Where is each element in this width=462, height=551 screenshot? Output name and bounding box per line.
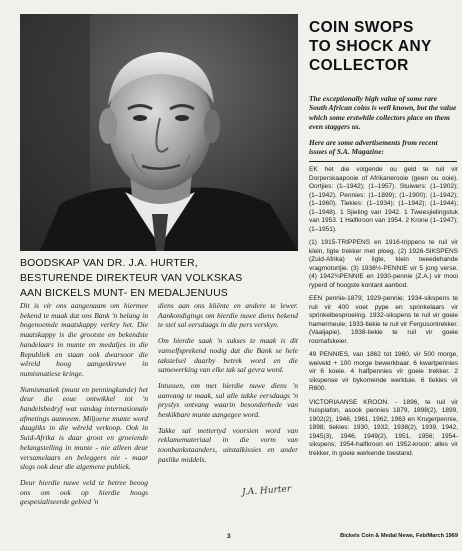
body-paragraph: Takke sal mettertyd voorsien word van reklamemateriaal in die vorm van toonbankstaanders, uitstalkissies en ander paslike middels. — [158, 425, 298, 464]
headline-line-3: COLLECTOR — [309, 57, 409, 74]
advertisement: VICTORIAANSE KROON. - 1896, te ruil vir huisplafon, asook pennies 1879, 1898(2), 1899, 1902(2), 1946, 1961, 1962, 1963 en Krugerpennie, 1898; tiekies: 1930, 1932, 1938(2), 1939, 1942, 1945(3), 1946, 1949(2), 1951, 1956; 1954-sikspens; 1954-halfkroon en 1952-kroon; alles vir trekker, in goeie werkende toestand. — [309, 398, 458, 457]
portrait-photo — [20, 14, 298, 251]
headline-line-2: TO SHOCK ANY — [309, 38, 432, 55]
body-paragraph: Numismatiek (munt en penningkunde) het deur die eeue ontwikkel tot 'n handelsbedryf wat vandag internasionale afmetings aanneem. Miljoene munte word daagliks in die wêreld verkoop. Ook in Suid-Afrika is daar groot en groeiende belangstelling in munte - nie alleen deur versamelaars en beleggers nie - maar slegs ook deur die algemene publiek. — [20, 384, 148, 472]
advertisement: EK het die volgende ou geld te ruil vir Dorperskaapooie of Afrikanerooie (geen ou ooie). Oortjies: (1–1942); (1–1957). Stuiwers: (1–1902); (1–1942). Pennies: (1–1899); (1–1900); (1–1942); (1–1960). Tiekies: (1–1934); (1–1942); (1–1944); (1–1948). 1 Sjieling van 1942. 1 Tweesjielingstuk van 1953. 1 Halfkroon van 1954. 2 Krone (1–1947); (1–1951). — [309, 166, 458, 233]
message-headline-line-3: AAN BICKELS MUNT- EN MEDALJENUUS — [20, 288, 228, 299]
message-headline-line-1: BOODSKAP VAN DR. J.A. HURTER, — [20, 258, 198, 269]
advertisement: 49 PENNIES, van 1862 tot 1960, vir 500 morge, weiveld + 100 morge bewerkbaar. 6 kwartpennies vir 6 koeie. 4 halfpennies vir goeie trekker. 2 sikspense vir bykomende werktuie. 6 tiekies vir R600. — [309, 351, 458, 392]
advertisement: (1) 1915-TRIPPENS en 1916-trippens te ruil vir klein, ligte trekker met ploeg. (2) 1926-SIKSPENS (Zuid-Afrika) vir ligte, klein tweedehande vragmotortjie. (3) 1938½-PENNIE vir 5 jong verse. (4) 1942¾PENNIE en 1930-pennie (Z.A.) vir mooi ryperd of hoogste kontant aanbod. — [309, 239, 458, 289]
lead-paragraph-1: The exceptionally high value of some rare South African coins is well known, but the value which some erstwhile collectors place on them even staggers us. — [309, 94, 457, 131]
message-headline — [20, 256, 302, 301]
body-paragraph: Intussen, om met hierdie nuwe diens 'n aanvang te maak, sal alle takke eersdaags 'n pryslys ontvang waarin besonderhede van beskikbare munte aangegee word. — [158, 380, 298, 420]
lead-paragraphs — [309, 94, 457, 164]
coin-swops-headline — [309, 18, 457, 75]
body-paragraph: Om hierdie saak 'n sukses te maak is dit vanselfsprekend nodig dat die Bank se hele takstelsel daarby betrek word en die samewerking van elke tak sal gevra word. — [158, 336, 298, 375]
message-column-1 — [20, 301, 148, 513]
body-paragraph: Deur hierdie nuwe veld te betree beoog ons om ook op hierdie hoogs gespesialiseerde gebied 'n — [20, 477, 148, 507]
page-number: 3 — [227, 533, 231, 540]
advertisement: EEN pennie-1879; 1929-pennie; 1934-sikspens te ruil vir 400 voet pype en sprinkelaars vir sprinkelbesproeiing. 1932-sikspens te ruil vir goeie hamermeule; 1933-tiekie te ruil vir Fergusontrekker. (Vaaljapie). 1938-tiekie te ruil vir goeie roomafskeier. — [309, 295, 458, 345]
headline-line-1: COIN SWOPS — [309, 19, 414, 36]
advertisements-column — [309, 166, 458, 463]
portrait-photo-icon — [20, 14, 298, 251]
lead-paragraph-2: Here are some advertisements from recent issues of S.A. Magazine: — [309, 138, 438, 157]
body-paragraph: Dit is vir ons aangenaam om hiermee bekend te maak dat ons Bank 'n belang in bogenoemde maatskappy verkry het. Die maatskappy is die grootste en bekendste handelaars in munte en medaljes in die Republiek en staan ook dwarsoor die wêreld hoog aangeskrewe in numismatiese kringe. — [20, 301, 148, 378]
body-paragraph: diens aan ons kliënte en andere te lewer. Aankondigings om hierdie nuwe diens bekend te stel sal eersdaags in die pers verskyn. — [158, 301, 298, 330]
signature: J.A. Hurter — [241, 484, 292, 498]
divider — [309, 161, 457, 162]
message-headline-line-2: BESTURENDE DIREKTEUR VAN VOLKSKAS — [20, 273, 243, 284]
footer-publication: Bickels Coin & Medal News, Feb/March 1969 — [340, 533, 458, 539]
message-column-2 — [158, 301, 298, 471]
